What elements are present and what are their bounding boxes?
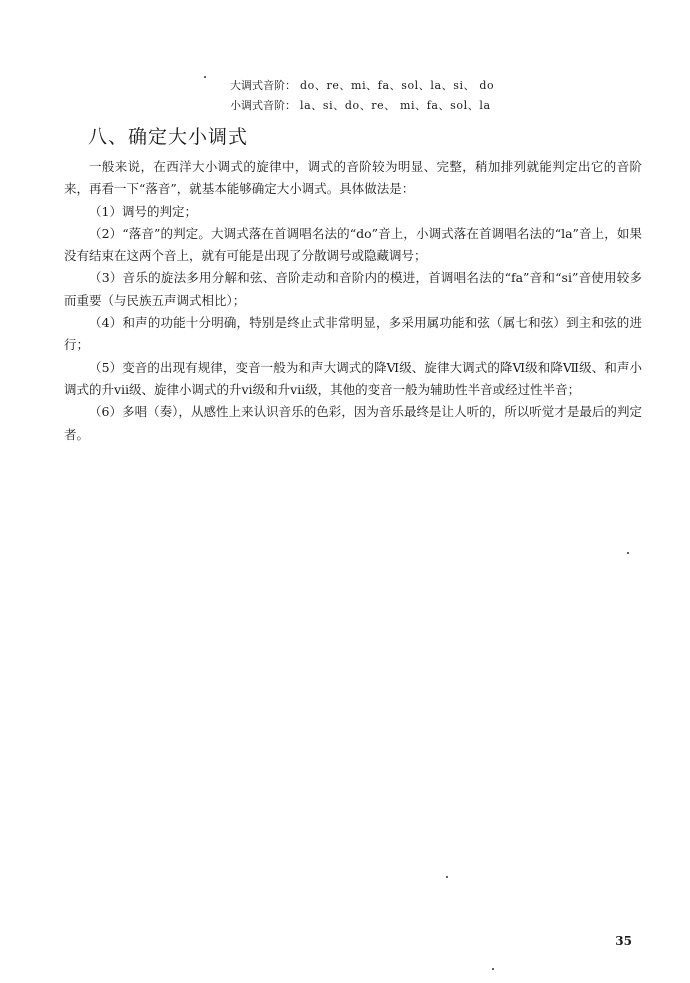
minor-scale-notes: la、si、do、re、 mi、fa、sol、la <box>300 99 491 112</box>
list-item: （5）变音的出现有规律，变音一般为和声大调式的降Ⅵ级、旋律大调式的降Ⅵ级和降Ⅶ级、和声小调式的升ⅶ级、旋律小调式的升ⅵ级和升ⅶ级，其他的变音一般为辅助性半音或经过性半音； <box>64 359 642 397</box>
major-scale-row <box>230 76 494 96</box>
scan-speck <box>204 76 206 78</box>
minor-scale-row <box>230 96 494 116</box>
scan-speck <box>446 876 448 878</box>
major-scale-notes: do、re、mi、fa、sol、la、si、 do <box>300 79 495 92</box>
scale-list <box>230 76 494 116</box>
minor-scale-label: 小调式音阶： <box>230 99 296 112</box>
list-item: （6）多唱（奏），从感性上来认识音乐的色彩，因为音乐最终是让人听的，所以听觉才是最后的判定者。 <box>64 404 642 442</box>
major-scale-label: 大调式音阶： <box>230 79 296 92</box>
scan-speck <box>492 968 494 970</box>
body-text <box>64 156 642 446</box>
list-item: （1）调号的判定； <box>89 203 197 219</box>
list-item: （4）和声的功能十分明确，特别是终止式非常明显，多采用属功能和弦（属七和弦）到主和弦的进行； <box>64 315 642 353</box>
intro-paragraph: 一般来说，在西洋大小调式的旋律中，调式的音阶较为明显、完整，稍加排列就能判定出它的音阶来，再看一下“落音”，就基本能够确定大小调式。具体做法是： <box>64 159 642 197</box>
list-item: （2）“落音”的判定。大调式落在首调唱名法的“do”音上，小调式落在首调唱名法的“la”音上，如果没有结束在这两个音上，就有可能是出现了分散调号或隐藏调号； <box>64 225 642 264</box>
section-heading: 八、确定大小调式 <box>88 126 249 148</box>
scan-speck <box>627 552 629 554</box>
list-item: （3）音乐的旋法多用分解和弦、音阶走动和音阶内的模进，首调唱名法的“fa”音和“si”音使用较多而重要（与民族五声调式相比）； <box>64 270 642 308</box>
page-number: 35 <box>615 934 632 948</box>
